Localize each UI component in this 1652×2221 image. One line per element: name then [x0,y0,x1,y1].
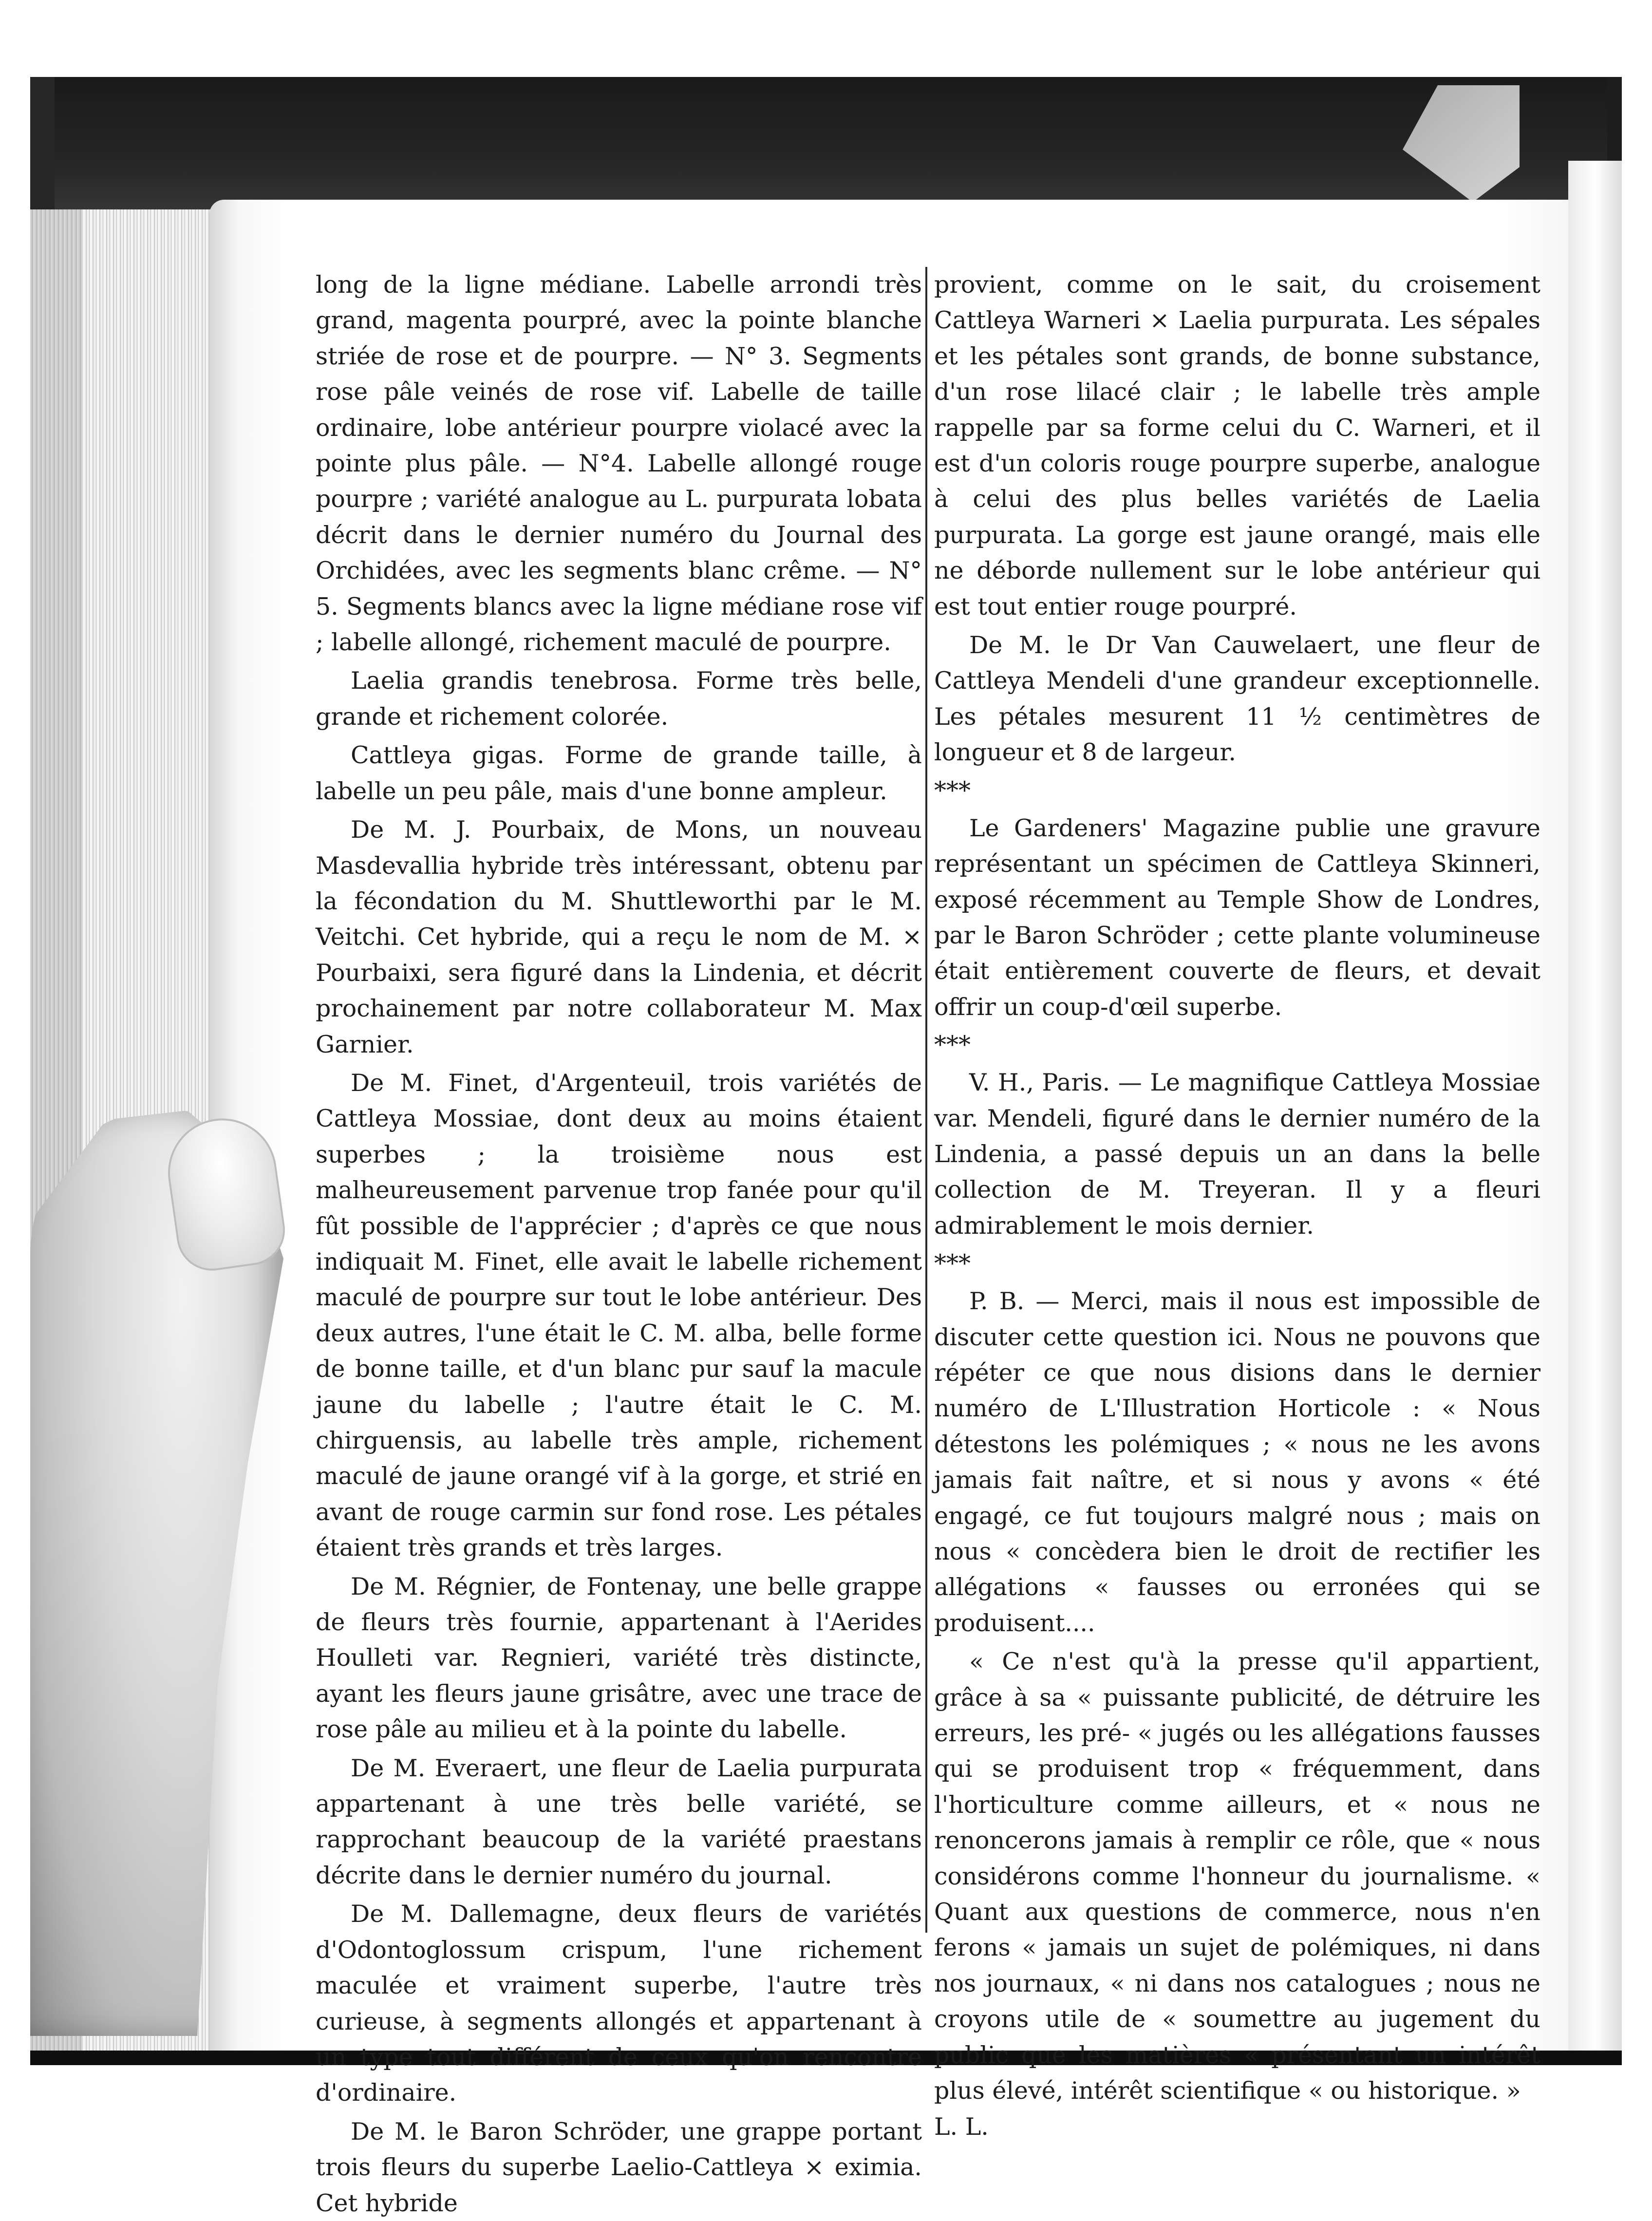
paragraph-varieties: long de la ligne médiane. Labelle arrondi très grand, magenta pourpré, avec la pointe blanche striée de rose et de pourpre. — N° 3. Segments rose pâle veinés de rose vif. Labelle de taille ordinaire, lobe antérieur pourpre violacé avec la pointe plus pâle. — N°4. Labelle allongé rouge pourpre ; variété analogue au L. purpurata lobata décrit dans le dernier numéro du Journal des Orchidées, avec les segments blanc crême. — N° 5. Segments blancs avec la ligne médiane rose vif ; labelle allongé, richement maculé de pourpre. [316,271,922,657]
paragraph-laelia-grandis: Laelia grandis tenebrosa. Forme très belle, grande et richement colorée. [316,667,922,731]
paragraph-gardeners-magazine: Le Gardeners' Magazine publie une gravure représentant un spécimen de Cattleya Skinneri, exposé récemment au Temple Show de Londres, par le Baron Schröder ; cette plante volumineuse était entièrement couverte de fleurs, et devait offrir un coup-d'œil superbe. [934,814,1540,1021]
paragraph-finet: De M. Finet, d'Argenteuil, trois variétés de Cattleya Mossiae, dont deux au moins étaient superbes ; la troisième nous est malheureusement parvenue trop fanée pour qu'il fût possible de l'apprécier ; d'après ce que nous indiquait M. Finet, elle avait le labelle richement maculé de pourpre sur tout le lobe antérieur. Des deux autres, l'une était le C. M. alba, belle forme de bonne taille, et d'un blanc pur sauf la macule jaune du labelle ; l'autre était le C. M. chirguensis, au labelle très ample, richement maculé de jaune orangé vif à la gorge, et strié en avant de rouge carmin sur fond rose. Les pétales étaient très grands et très larges. [316,1069,922,1562]
left-text-column [316,267,922,2221]
paragraph-van-cauwelaert: De M. le Dr Van Cauwelaert, une fleur de Cattleya Mendeli d'une grandeur exceptionnelle. Les pétales mesurent 11 ½ centimètres de longueur et 8 de largeur. [934,631,1540,767]
section-separator: *** [934,776,971,805]
paragraph-dallemagne: De M. Dallemagne, deux fleurs de variétés d'Odontoglossum crispum, l'une richement maculée et vraiment superbe, l'autre très curieuse, à segments allongés et appartenant à un type tout différent de ceux qu'on rencontre d'ordinaire. [316,1900,922,2107]
paragraph-press-quote: « Ce n'est qu'à la presse qu'il appartient, grâce à sa « puissante publicité, de détruire les erreurs, les pré- « jugés ou les allégations fausses qui se produisent trop « fréquemment, dans l'horticulture comme ailleurs, et « nous ne renoncerons jamais à remplir ce rôle, que « nous considérons comme l'honneur du journalisme. « Quant aux questions de commerce, nous n'en ferons « jamais un sujet de polémiques, ni dans nos journaux, « ni dans nos catalogues ; nous ne croyons utile de « soumettre au jugement du public que les matières « présentant un intérêt plus élevé, intérêt scientifique « ou historique. » [934,1648,1540,2105]
paragraph-pourbaix: De M. J. Pourbaix, de Mons, un nouveau Masdevallia hybride très intéressant, obtenu par la fécondation du M. Shuttleworthi par le M. Veitchi. Cet hybride, qui a reçu le nom de M. × Pourbaixi, sera figuré dans la Lindenia, et décrit prochainement par notre collaborateur M. Max Garnier. [316,816,922,1058]
paragraph-vh-paris: V. H., Paris. — Le magnifique Cattleya Mossiae var. Mendeli, figuré dans le dernier numéro de la Lindenia, a passé depuis un an dans la belle collection de M. Treyeran. Il y a fleuri admirablement le mois dernier. [934,1069,1540,1240]
column-divider [925,267,927,1933]
paragraph-hybrid-origin: provient, comme on le sait, du croisement Cattleya Warneri × Laelia purpurata. Les sépales et les pétales sont grands, de bonne substance, d'un rose lilacé clair ; le labelle très ample rappelle par sa forme celui du C. Warneri, et il est d'un coloris rouge pourpre superbe, analogue à celui des plus belles variétés de Laelia purpurata. La gorge est jaune orangé, mais elle ne déborde nullement sur le lobe antérieur qui est tout entier rouge pourpré. [934,271,1540,621]
section-separator: *** [934,1031,971,1059]
section-separator: *** [934,1249,971,1278]
paragraph-pb-reply: P. B. — Merci, mais il nous est impossible de discuter cette question ici. Nous ne pouvons que répéter ce que nous disions dans le dernier numéro de L'Illustration Horticole : « Nous détestons les polémiques ; « nous ne les avons jamais fait naître, et si nous y avons « été engagé, ce fut toujours malgré nous ; mais on nous « concèdera bien le droit de rectifier les allégations « fausses ou erronées qui se produisent.... [934,1287,1540,1637]
right-text-column [934,267,1540,2145]
paragraph-cattleya-gigas: Cattleya gigas. Forme de grande taille, à labelle un peu pâle, mais d'une bonne ampleur. [316,741,922,805]
paragraph-schroder: De M. le Baron Schröder, une grappe portant trois fleurs du superbe Laelio-Cattleya × eximia. Cet hybride [316,2117,922,2217]
next-page-edge [1568,161,1622,2051]
paragraph-regnier: De M. Régnier, de Fontenay, une belle grappe de fleurs très fournie, appartenant à l'Aerides Houlleti var. Regnieri, variété très distincte, ayant les fleurs jaune grisâtre, avec une trace de rose pâle au milieu et à la pointe du labelle. [316,1572,922,1744]
signature: L. L. [934,2112,989,2141]
paragraph-everaert: De M. Everaert, une fleur de Laelia purpurata appartenant à une très belle variété, se rapprochant beaucoup de la variété praestans décrite dans le dernier numéro du journal. [316,1754,922,1889]
